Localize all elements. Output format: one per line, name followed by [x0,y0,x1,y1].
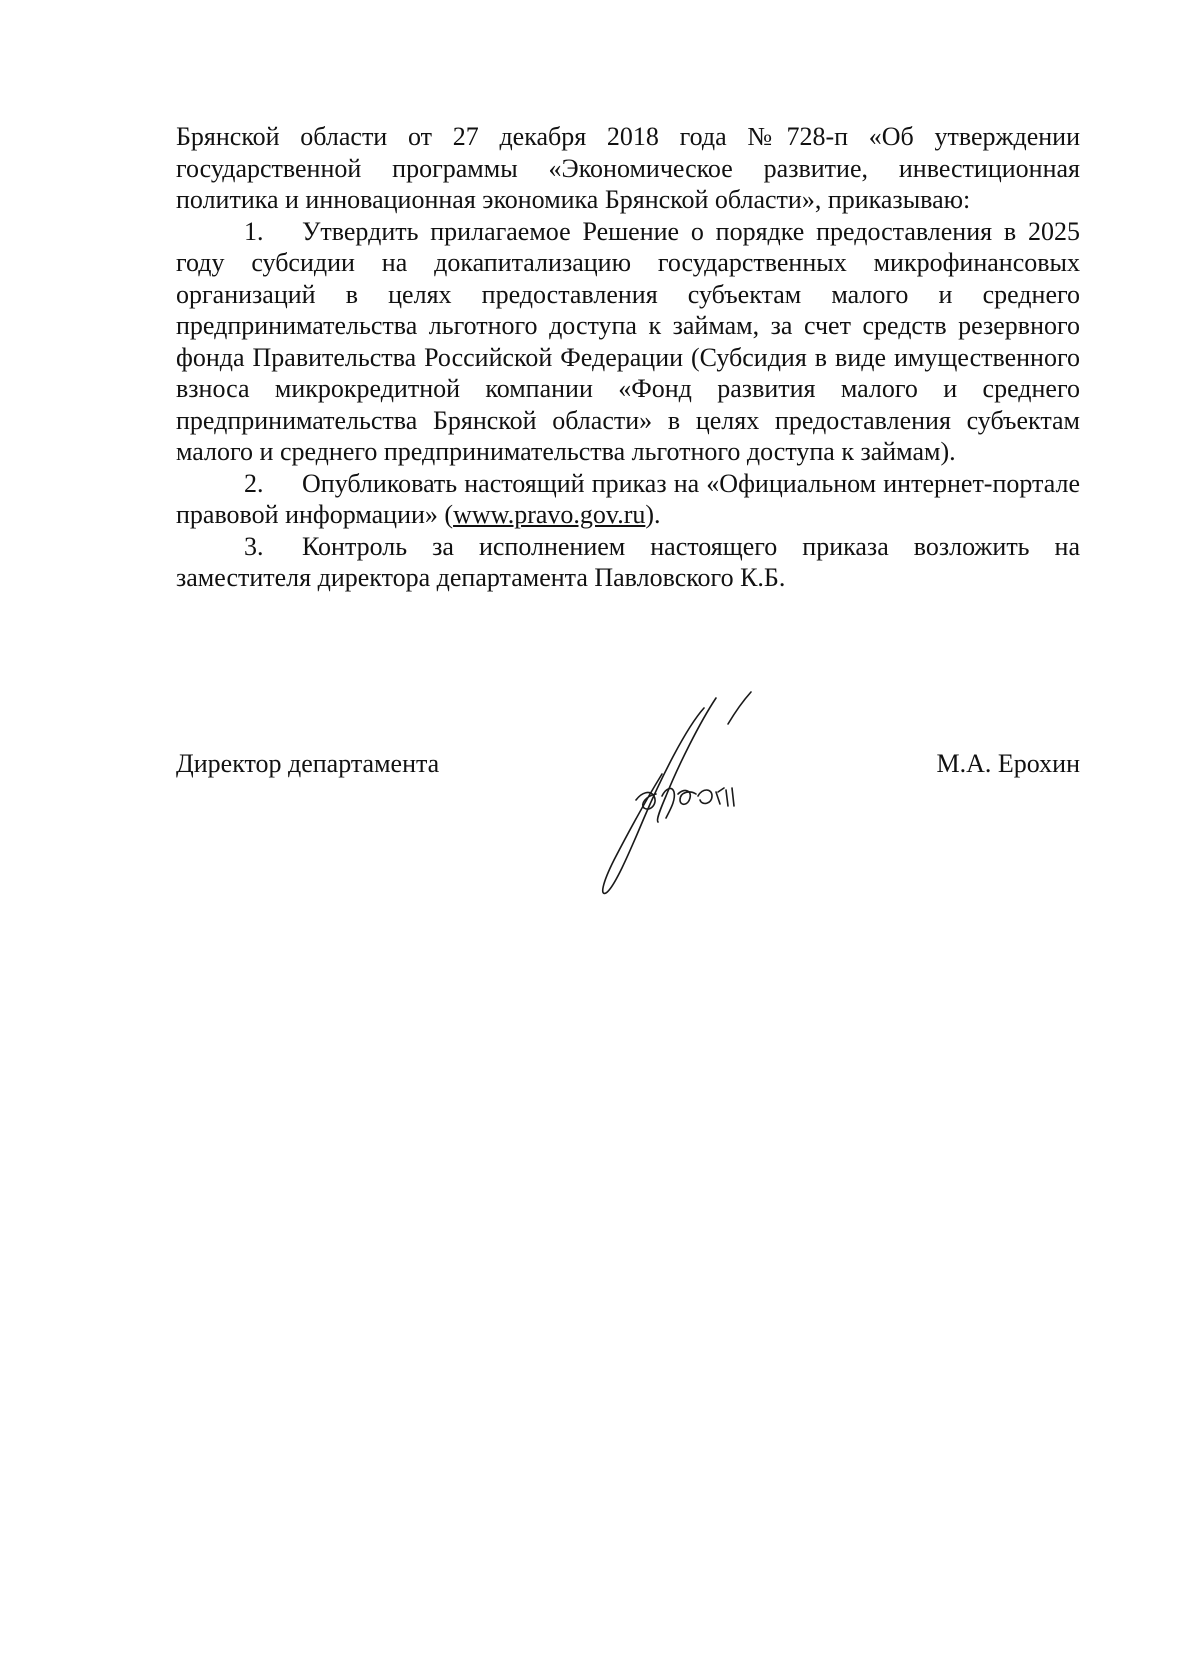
item-number: 1. [244,216,264,246]
item-text: Контроль за исполнением настоящего приказа возложить на заместителя директора департамента Павловского К.Б. [176,531,1080,592]
signature-block [176,748,1080,898]
item-text: Утвердить прилагаемое Решение о порядке предоставления в 2025 году субсидии на докапитализацию государственных микрофинансовых организаций в целях предоставления субъектам малого и среднего предпринимательства льготного доступа к займам, за счет средств резервного фонда Правительства Российской Федерации (Субсидия в виде имущественного взноса микрокредитной компании «Фонд развития малого и среднего предпринимательства Брянской области» в целях предоставления субъектам малого и среднего предпринимательства льготного доступа к займам). [176,216,1080,466]
position-title: Директор департамента [176,749,440,778]
pravo-link[interactable]: www.pravo.gov.ru [453,500,646,529]
item-number: 3. [244,531,264,561]
document-body [176,121,1080,594]
order-item-3 [176,531,1080,594]
item-text-end: ). [645,500,661,529]
item-text: Опубликовать настоящий приказ на «Официальном интернет-портале правовой информации» ( [176,468,1080,529]
intro-paragraph: Брянской области от 27 декабря 2018 года №728-п «Об утверждении государственной программы «Экономическое развитие, инвестиционная политика и инновационная экономика Брянской области», приказываю: [176,122,1080,214]
item-number: 2. [244,468,264,498]
order-item-1 [176,216,1080,468]
signatory-name: М.А. Ерохин [936,749,1080,778]
handwritten-signature [566,688,786,898]
order-item-2 [176,468,1080,531]
